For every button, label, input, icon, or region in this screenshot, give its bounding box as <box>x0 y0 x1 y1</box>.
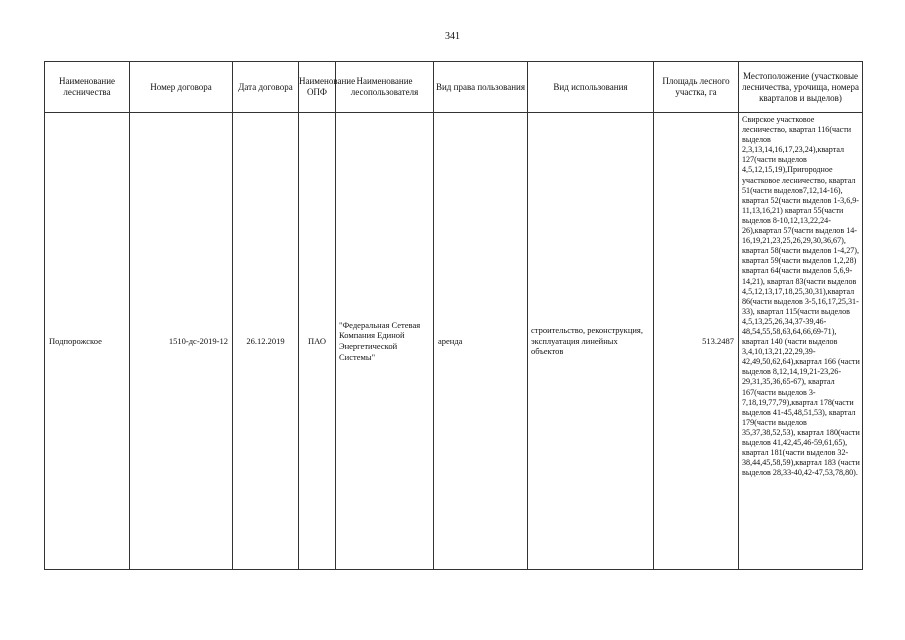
header-contract-date: Дата договора <box>233 62 299 113</box>
header-right-type: Вид права пользования <box>434 62 528 113</box>
cell-area: 513.2487 <box>654 113 739 570</box>
table-row <box>45 113 863 570</box>
header-row <box>45 62 863 113</box>
header-opf: Наименование ОПФ <box>299 62 336 113</box>
cell-opf: ПАО <box>299 113 336 570</box>
cell-right-type: аренда <box>434 113 528 570</box>
cell-contract-number: 1510-дс-2019-12 <box>130 113 233 570</box>
header-forestry: Наименование лесничества <box>45 62 130 113</box>
page-number: 341 <box>445 31 460 42</box>
cell-use-type: строительство, реконструкция, эксплуатация линейных объектов <box>528 113 654 570</box>
cell-user: "Федеральная Сетевая Компания Единой Энергетической Системы" <box>336 113 434 570</box>
header-area: Площадь лесного участка, га <box>654 62 739 113</box>
cell-location: Свирское участковое лесничество, квартал 116(части выделов 2,3,13,14,16,17,23,24),квартал 127(части выделов 4,5,12,15,19),Пригородное участковое лесничество, квартал 51(части выделов7,12,14-16), квартал 52(части выделов 1-3,6,9-11,13,16,21) квартал 55(части выделов 8-10,12,13,22,24-26),квартал 57(части выделов 14-16,19,21,23,25,26,29,30,36,67), квартал 58(части выделов 1-4,27), квартал 59(части выделов 1,2,28) квартал 64(части выделов 5,6,9-14,21), квартал 83(части выделов 4,5,12,13,17,18,25,30,31),квартал 86(части выделов 3-5,16,17,25,31-33), квартал 115(части выделов 4,5,13,25,26,34,37-39,46-48,54,55,58,63,64,66,69-71), квартал 140 (части выделов 3,4,10,13,21,22,29,39-42,49,50,62,64),квартал 166 (части выделов 8,12,14,19,21-23,26-29,31,35,36,65-67), квартал 167(части выделов 3-7,18,19,77,79),квартал 178(части выделов 41-45,48,51,53), квартал 179(части выделов 35,37,38,52,53), квартал 180(части выделов 41,42,45,46-59,61,65), квартал 181(части выделов 32-38,44,45,58,59),квартал 183 (части выделов 28,33-40,42-47,53,78,80). <box>739 113 863 570</box>
cell-contract-date: 26.12.2019 <box>233 113 299 570</box>
header-use-type: Вид использования <box>528 62 654 113</box>
header-location: Местоположение (участковые лесничества, урочища, номера кварталов и выделов) <box>739 62 863 113</box>
header-user: Наименование лесопользователя <box>336 62 434 113</box>
registry-table <box>44 61 863 570</box>
header-contract-number: Номер договора <box>130 62 233 113</box>
cell-forestry: Подпорожское <box>45 113 130 570</box>
